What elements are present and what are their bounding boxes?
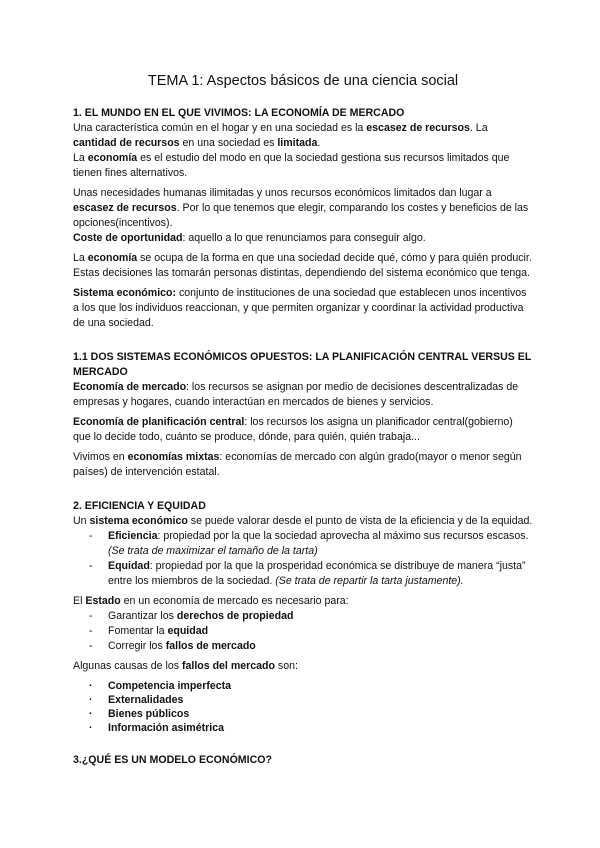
efficiency-equity-list [73, 529, 533, 589]
list-item: · Externalidades [73, 693, 533, 707]
list-item: - Fomentar la equidad [73, 624, 533, 639]
section-3-heading: 3.¿QUÉ ES UN MODELO ECONÓMICO? [73, 754, 272, 766]
market-failure-causes-list [73, 679, 533, 735]
s1-paragraph-2: La economía es el estudio del modo en que la sociedad gestiona sus recursos limitados que tienen fines alternativos. [73, 152, 510, 179]
section-1-1-heading: 1.1 DOS SISTEMAS ECONÓMICOS OPUESTOS: LA PLANIFICACIÓN CENTRAL VERSUS EL MERCADO [73, 351, 532, 378]
list-item: - Eficiencia: propiedad por la que la sociedad aprovecha al máximo sus recursos escasos. (Se trata de maximizar el tamaño de la tarta) [73, 529, 533, 559]
s1-paragraph-6: Sistema económico: conjunto de instituciones de una sociedad que establecen unos incentivos a los que los individuos reaccionan, y que permiten organizar y coordinar la actividad productiva de una sociedad. [73, 287, 527, 329]
s1-paragraph-5: La economía se ocupa de la forma en que una sociedad decide qué, cómo y para quién producir. Estas decisiones las tomarán personas distintas, dependiendo del sistema económico que tenga. [73, 252, 532, 279]
section-1-heading: 1. EL MUNDO EN EL QUE VIVIMOS: LA ECONOMÍA DE MERCADO [73, 107, 405, 119]
s1-paragraph-1: Una característica común en el hogar y en una sociedad es la escasez de recursos. La cantidad de recursos en una sociedad es limitada. [73, 122, 488, 149]
s1-paragraph-4: Coste de oportunidad: aquello a lo que renunciamos para conseguir algo. [73, 232, 426, 244]
list-item: · Competencia imperfecta [73, 679, 533, 693]
list-item: - Equidad: propiedad por la que la prosperidad económica se distribuye de manera “justa” entre los miembros de la sociedad. (Se trata de repartir la tarta justamente). [73, 559, 533, 589]
s11-paragraph-3: Vivimos en economías mixtas: economías de mercado con algún grado(mayor o menor según países) de intervención estatal. [73, 451, 522, 478]
list-item: - Garantizar los derechos de propiedad [73, 609, 533, 624]
s2-paragraph-1: Un sistema económico se puede valorar desde el punto de vista de la eficiencia y de la equidad. [73, 515, 533, 527]
list-item: - Corregir los fallos de mercado [73, 639, 533, 654]
s2-paragraph-3: Algunas causas de los fallos del mercado son: [73, 660, 298, 672]
section-2-heading: 2. EFICIENCIA Y EQUIDAD [73, 500, 206, 512]
s11-paragraph-2: Economía de planificación central: los recursos los asigna un planificador central(gobierno) que lo decide todo, cuánto se produce, dónde, para quién, quién trabaja... [73, 416, 513, 443]
list-item: · Información asimétrica [73, 721, 533, 735]
state-roles-list [73, 609, 533, 654]
s2-paragraph-2: El Estado en un economía de mercado es necesario para: [73, 595, 349, 607]
document-title: TEMA 1: Aspectos básicos de una ciencia social [147, 73, 459, 89]
document-page [73, 72, 533, 768]
s1-paragraph-3: Unas necesidades humanas ilimitadas y unos recursos económicos limitados dan lugar a escasez de recursos. Por lo que tenemos que elegir, comparando los costes y beneficios de las opciones(incentivos). [73, 187, 529, 229]
s11-paragraph-1: Economía de mercado: los recursos se asignan por medio de decisiones descentralizadas de empresas y hogares, cuando interactúan en mercados de bienes y servicios. [73, 381, 519, 408]
list-item: · Bienes públicos [73, 707, 533, 721]
